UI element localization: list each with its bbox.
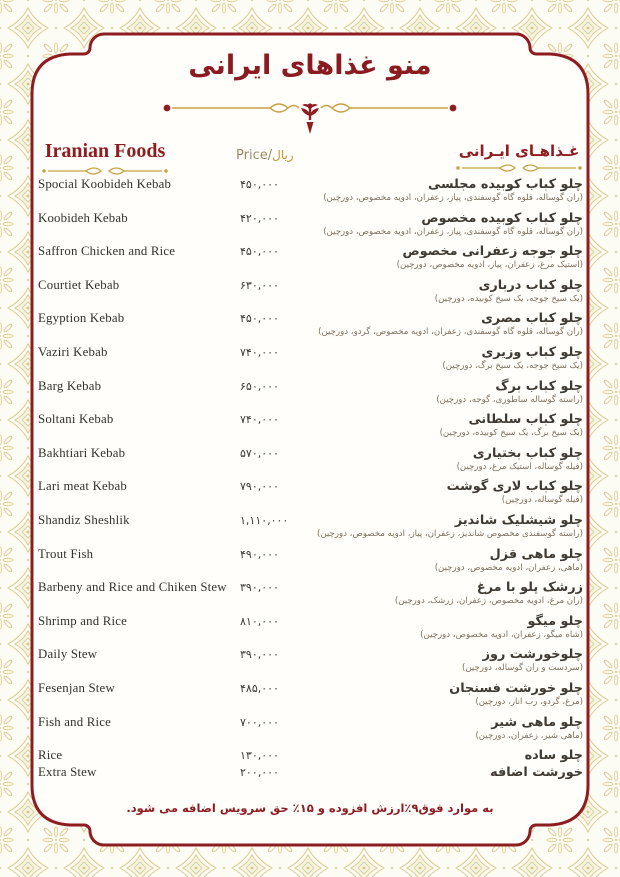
- item-name-en: Extra Stew: [38, 764, 97, 779]
- menu-item-row: [38, 715, 583, 749]
- menu-item-row: [38, 379, 583, 413]
- item-name-en: Shrimp and Rice: [38, 613, 128, 628]
- item-description-fa: (ران گوساله، قلوه گاه گوسفندی، زعفران، ادویه مخصوص، گردو، دورچین): [318, 327, 583, 338]
- section-header-english: [40, 140, 170, 177]
- item-price: ۴۹۰,۰۰۰: [240, 547, 279, 561]
- item-name-fa: چلوخورشت روز: [482, 647, 583, 663]
- item-name-en: Fish and Rice: [38, 714, 111, 729]
- item-price: ۶۵۰,۰۰۰: [240, 379, 279, 393]
- item-name-fa: چلو کباب برگ: [495, 378, 583, 394]
- item-name-fa: چلو کباب بختیاری: [472, 445, 583, 461]
- item-persian-block: [163, 647, 583, 674]
- item-description-fa: (یک سیخ برگ، یک سیخ کوبیده، دورچین): [439, 428, 583, 439]
- item-persian-block: [163, 681, 583, 708]
- item-name-fa: چلو کباب مصری: [481, 311, 583, 327]
- item-name-en: Rice: [38, 748, 63, 763]
- item-persian-block: [163, 547, 583, 574]
- item-description-fa: (ماهی، زعفران، ادویه مخصوص، دورچین): [434, 562, 583, 573]
- item-name-en: Shandiz Sheshlik: [38, 512, 130, 527]
- item-persian-block: [163, 177, 583, 204]
- item-description-fa: (ران گوساله، قلوه گاه گوسفندی، پیاز، زعفران، ادویه مخصوص، دورچین): [323, 226, 583, 237]
- item-price: ۴۵۰,۰۰۰: [240, 245, 279, 259]
- item-price: ۳۹۰,۰۰۰: [240, 648, 279, 662]
- item-name-en: Spocial Koobideh Kebab: [38, 177, 172, 191]
- item-name-en: Barbeny and Rice and Chiken Stew: [38, 580, 227, 595]
- menu-item-row: [38, 681, 583, 715]
- title-divider-ornament-icon: [160, 100, 460, 138]
- item-name-en: Vaziri Kebab: [38, 344, 108, 359]
- item-price: ۳۹۰,۰۰۰: [240, 581, 279, 595]
- menu-item-row: [38, 647, 583, 681]
- item-price: ۸۱۰,۰۰۰: [240, 614, 279, 628]
- item-name-en: Egyption Kebab: [38, 311, 125, 326]
- section-header-persian: [454, 141, 584, 174]
- item-name-en: Soltani Kebab: [38, 412, 114, 427]
- item-persian-block: [163, 765, 583, 780]
- item-price: ۴۸۵,۰۰۰: [240, 681, 279, 695]
- item-description-fa: (استیک مرغ، زعفران، پیاز، ادویه مخصوص، دورچین): [396, 260, 583, 271]
- item-persian-block: [163, 311, 583, 338]
- item-persian-block: [163, 748, 583, 763]
- item-price: ۶۳۰,۰۰۰: [240, 278, 279, 292]
- menu-item-row: [38, 211, 583, 245]
- item-persian-block: [163, 614, 583, 641]
- item-persian-block: [163, 412, 583, 439]
- item-price: ۷۹۰,۰۰۰: [240, 480, 279, 494]
- item-price: ۴۲۰,۰۰۰: [240, 211, 279, 225]
- menu-item-row: [38, 580, 583, 614]
- item-price: ۱۳۰,۰۰۰: [240, 749, 279, 763]
- item-price: ۲۰۰,۰۰۰: [240, 765, 279, 779]
- section-title-persian: غـذاهـای ایـرانی: [458, 142, 580, 160]
- section-title-english: Iranian Foods: [44, 140, 166, 162]
- item-description-fa: (یک سیخ جوجه، یک سیخ برگ، دورچین): [442, 360, 583, 371]
- item-name-fa: چلو کباب سلطانی: [468, 412, 583, 428]
- item-description-fa: (سردست و ران گوساله، دورچین): [462, 663, 583, 674]
- item-name-en: Trout Fish: [38, 546, 94, 561]
- item-persian-block: [163, 278, 583, 305]
- item-name-fa: چلو ساده: [524, 748, 583, 764]
- item-description-fa: (ران گوساله، قلوه گاه گوسفندی، پیاز، زعفران، ادویه مخصوص، دورچین): [323, 193, 583, 203]
- item-name-en: Barg Kebab: [38, 378, 102, 393]
- item-name-fa: چلو ماهی شیر: [491, 714, 583, 730]
- flourish-icon: [40, 165, 170, 177]
- item-price: ۵۷۰,۰۰۰: [240, 446, 279, 460]
- menu-item-row: [38, 547, 583, 581]
- item-name-en: Koobideh Kebab: [38, 210, 128, 225]
- menu-item-row: [38, 748, 583, 765]
- price-column-header: [236, 148, 294, 163]
- item-persian-block: [163, 244, 583, 271]
- item-description-fa: (راسته گوساله ساطوری، گوجه، دورچین): [436, 394, 583, 405]
- price-label-en: Price/: [236, 148, 273, 163]
- item-persian-block: [163, 580, 583, 607]
- menu-item-row: [38, 446, 583, 480]
- item-description-fa: (یک سیخ جوجه، یک سیخ کوبیده، دورچین): [434, 293, 583, 304]
- item-persian-block: [163, 479, 583, 506]
- item-name-en: Saffron Chicken and Rice: [38, 244, 176, 259]
- menu-item-row: [38, 311, 583, 345]
- item-name-fa: چلو کباب درباری: [478, 277, 583, 293]
- item-persian-block: [163, 345, 583, 372]
- menu-item-row: [38, 177, 583, 211]
- item-name-fa: چلو کباب وزیری: [481, 344, 583, 360]
- item-persian-block: [163, 513, 583, 540]
- menu-item-row: [38, 345, 583, 379]
- item-description-fa: (شاه میگو، زعفران، ادویه مخصوص، دورچین): [420, 629, 583, 640]
- item-description-fa: (فیله گوساله، استیک مرغ، دورچین): [456, 461, 583, 472]
- flourish-icon: [454, 162, 584, 174]
- item-price: ۷۴۰,۰۰۰: [240, 413, 279, 427]
- item-description-fa: (ران مرغ، ادویه مخصوص، زعفران، زرشک، دورچین): [394, 596, 583, 607]
- menu-item-row: [38, 244, 583, 278]
- item-price: ۷۰۰,۰۰۰: [240, 715, 279, 729]
- menu-item-row: [38, 513, 583, 547]
- item-name-fa: چلو میگو: [527, 613, 583, 629]
- menu-item-row: [38, 278, 583, 312]
- item-name-fa: چلو جوجه زعفرانی مخصوص: [402, 244, 583, 260]
- item-name-en: Courtiet Kebab: [38, 277, 120, 292]
- menu-item-row: [38, 412, 583, 446]
- price-label-fa: ریال: [272, 148, 294, 162]
- item-name-fa: زرشک پلو با مرغ: [476, 580, 583, 596]
- item-description-fa: (ماهی شیر، زعفران، دورچین): [475, 730, 583, 741]
- item-price: ۷۴۰,۰۰۰: [240, 345, 279, 359]
- menu-item-row: [38, 479, 583, 513]
- item-price: ۴۵۰,۰۰۰: [240, 312, 279, 326]
- item-persian-block: [163, 211, 583, 238]
- item-description-fa: (مرغ، گردو، رب انار، دورچین): [475, 696, 583, 707]
- menu-list: [38, 177, 583, 782]
- item-name-fa: چلو کباب کوبیده مجلسی: [428, 177, 583, 192]
- item-name-en: Bakhtiari Kebab: [38, 445, 126, 460]
- page-title: منو غذاهای ایرانی: [188, 50, 432, 81]
- footer-note: به موارد فوق۹٪ارزش افزوده و ۱۵٪ حق سرویس اضافه می شود.: [126, 801, 494, 815]
- item-price: ۱,۱۱۰,۰۰۰: [240, 513, 289, 527]
- item-name-fa: خورشت اضافه: [490, 764, 583, 780]
- item-name-fa: چلو شیشلیک شاندیز: [454, 512, 583, 528]
- item-name-fa: چلو کباب کوبیده مخصوص: [421, 210, 583, 226]
- item-name-fa: چلو کباب لاری گوشت: [446, 479, 583, 495]
- item-description-fa: (راسته گوسفندی مخصوص شاندیز، زعفران، پیاز، ادویه مخصوص، دورچین): [317, 528, 583, 539]
- item-price: ۴۵۰,۰۰۰: [240, 178, 279, 191]
- item-name-en: Daily Stew: [38, 647, 98, 662]
- item-name-fa: چلو خورشت فسنجان: [449, 680, 583, 696]
- menu-item-row: [38, 614, 583, 648]
- item-persian-block: [163, 379, 583, 406]
- item-name-fa: چلو ماهی قزل: [489, 546, 583, 562]
- item-persian-block: [163, 446, 583, 473]
- menu-item-row: [38, 765, 583, 782]
- item-name-en: Fesenjan Stew: [38, 680, 115, 695]
- item-description-fa: (فیله گوساله، دورچین): [501, 495, 583, 506]
- item-name-en: Lari meat Kebab: [38, 479, 127, 494]
- item-persian-block: [163, 715, 583, 742]
